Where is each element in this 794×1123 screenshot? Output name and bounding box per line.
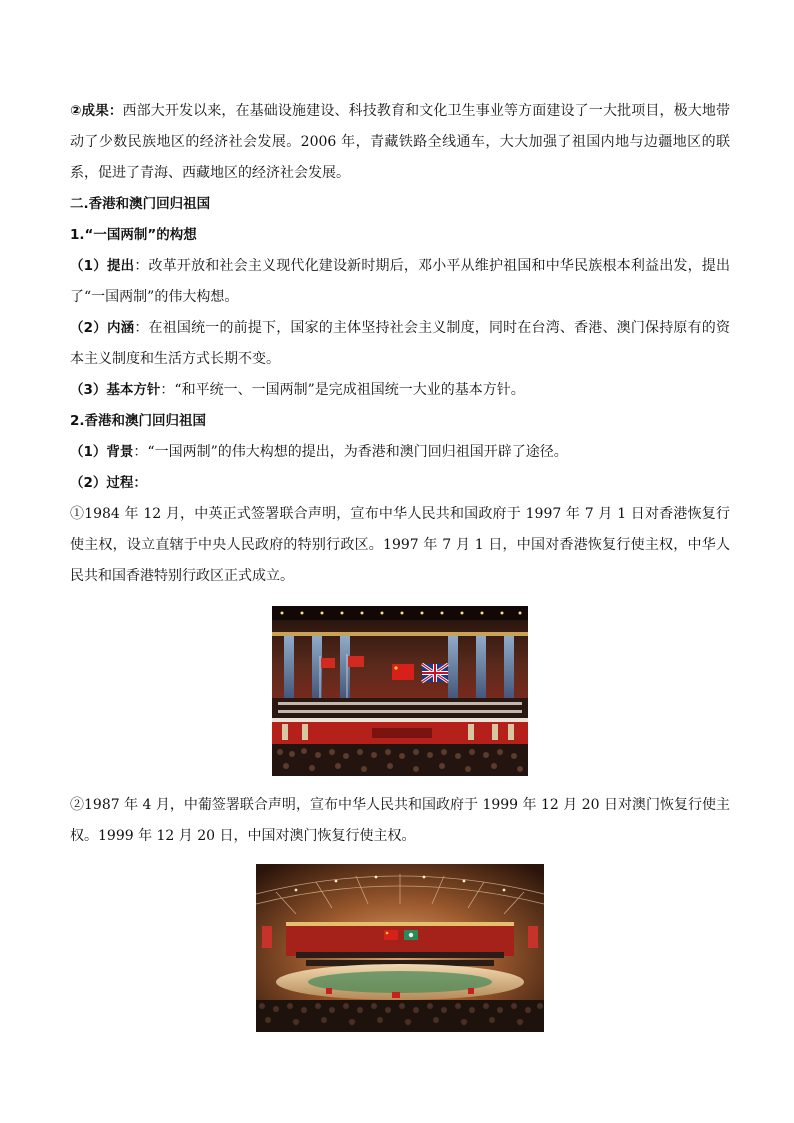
paragraph-process-label (70, 468, 730, 499)
hongkong-photo-illustration (272, 606, 528, 776)
label-connotation: （2）内涵 (70, 320, 135, 336)
paragraph-macau: ②1987 年 4 月，中葡签署联合声明，宣布中华人民共和国政府于 1999 年 12 月 20 日对澳门恢复行使主权。1999 年 12 月 20 日，中国对澳门恢复行使主权。 (70, 797, 730, 844)
label-basic-policy: （3）基本方针 (70, 382, 161, 398)
text-basic-policy: ：“和平统一、一国两制”是完成祖国统一大业的基本方针。 (160, 382, 525, 398)
paragraph-proposal (70, 251, 730, 313)
subheading-one-country-two-systems: 1.“一国两制”的构想 (70, 227, 197, 243)
paragraph-basic-policy (70, 375, 730, 406)
paragraph-connotation (70, 313, 730, 375)
macau-photo-illustration (256, 864, 544, 1032)
paragraph-background (70, 437, 730, 468)
document-page (70, 96, 730, 1032)
label-process: （2）过程： (70, 475, 147, 491)
subheading-return: 2.香港和澳门回归祖国 (70, 413, 207, 429)
text-achievements: 西部大开发以来，在基础设施建设、科技教育和文化卫生事业等方面建设了一大批项目，极大地带动了少数民族地区的经济社会发展。2006 年，青藏铁路全线通车，大大加强了祖国内地与边疆地区的联系，促进了青海、西藏地区的经济社会发展。 (70, 103, 731, 181)
section-heading-hk-macau: 二.香港和澳门回归祖国 (70, 196, 211, 212)
text-background: ：“一国两制”的伟大构想的提出，为香港和澳门回归祖国开辟了途径。 (133, 444, 568, 460)
label-background: （1）背景 (70, 444, 134, 460)
macau-handover-photo (256, 864, 544, 1032)
hongkong-handover-photo (272, 606, 528, 776)
text-proposal: ：改革开放和社会主义现代化建设新时期后，邓小平从维护祖国和中华民族根本利益出发，提出了“一国两制”的伟大构想。 (70, 258, 730, 305)
paragraph-achievements (70, 96, 730, 189)
paragraph-hongkong: ①1984 年 12 月，中英正式签署联合声明，宣布中华人民共和国政府于 1997 年 7 月 1 日对香港恢复行使主权，设立直辖于中央人民政府的特别行政区。1997 年 7 月 1 日，中国对香港恢复行使主权，中华人民共和国香港特别行政区正式成立。 (70, 506, 730, 584)
label-proposal: （1）提出 (70, 258, 135, 274)
label-achievements: ②成果： (70, 103, 123, 119)
text-connotation: ：在祖国统一的前提下，国家的主体坚持社会主义制度，同时在台湾、香港、澳门保持原有的资本主义制度和生活方式长期不变。 (70, 320, 730, 367)
